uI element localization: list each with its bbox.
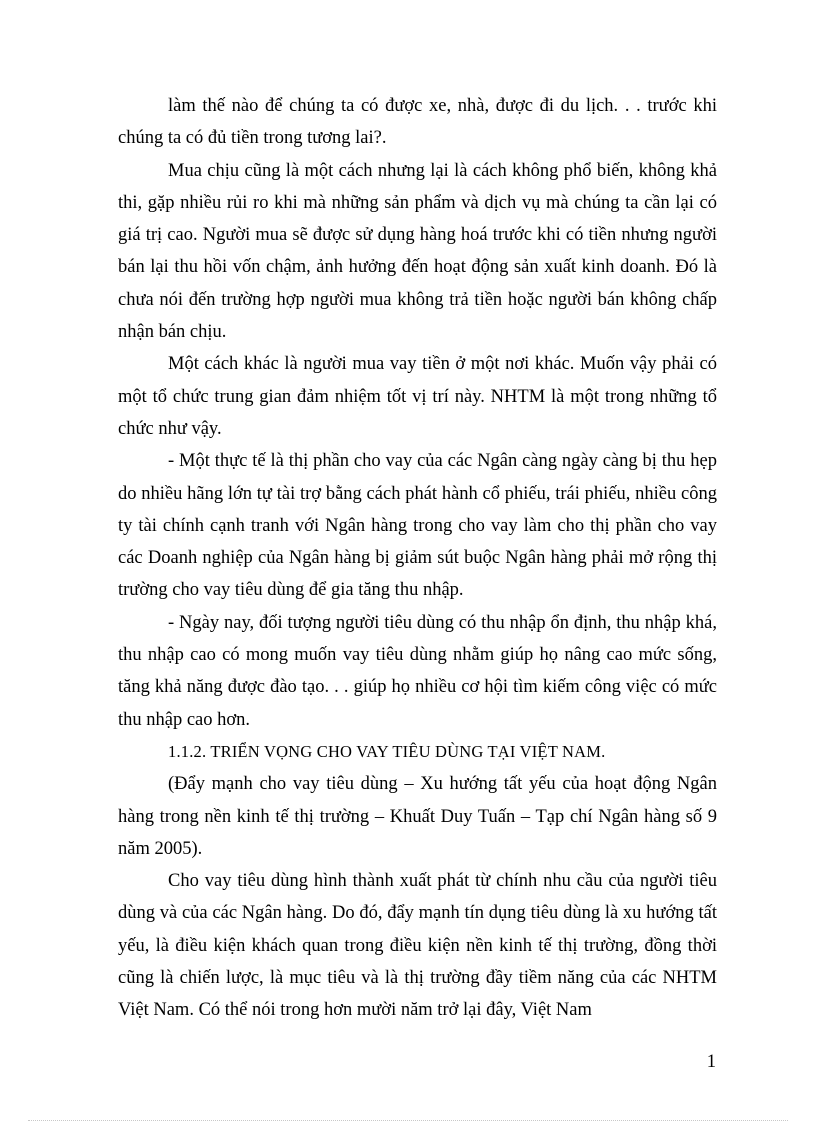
paragraph-citation: (Đẩy mạnh cho vay tiêu dùng – Xu hướng tất yếu của hoạt động Ngân hàng trong nền kinh tế thị trường – Khuất Duy Tuấn – Tạp chí Ngân hàng số 9 năm 2005).: [118, 774, 717, 859]
page-bottom-divider: [28, 1120, 788, 1121]
section-heading: 1.1.2. TRIỂN VỌNG CHO VAY TIÊU DÙNG TẠI VIỆT NAM.: [168, 741, 606, 761]
page-number: 1: [706, 1052, 716, 1072]
paragraph-market-share: - Một thực tế là thị phần cho vay của các Ngân càng ngày càng bị thu hẹp do nhiều hãng lớn tự tài trợ bằng cách phát hành cổ phiếu, trái phiếu, nhiều công ty tài chính cạnh tranh với Ngân hàng trong cho vay làm cho thị phần cho vay các Doanh nghiệp của Ngân hàng bị giảm sút buộc Ngân hàng phải mở rộng thị trường cho vay tiêu dùng để gia tăng thu nhập.: [118, 451, 717, 601]
paragraph-continuation: làm thế nào để chúng ta có được xe, nhà, được đi du lịch. . . trước khi chúng ta có đủ tiền trong tương lai?.: [118, 96, 717, 149]
paragraph-buy-on-credit: Mua chịu cũng là một cách nhưng lại là cách không phổ biến, không khả thi, gặp nhiều rủi ro khi mà những sản phẩm và dịch vụ mà chúng ta cần lại có giá trị cao. Người mua sẽ được sử dụng hàng hoá trước khi có tiền nhưng người bán lại thu hồi vốn chậm, ảnh hưởng đến hoạt động sản xuất kinh doanh. Đó là chưa nói đến trường hợp người mua không trả tiền hoặc người bán không chấp nhận bán chịu.: [118, 160, 717, 343]
paragraph-borrow-money: Một cách khác là người mua vay tiền ở một nơi khác. Muốn vậy phải có một tổ chức trung gian đảm nhiệm tốt vị trí này. NHTM là một trong những tổ chức như vậy.: [118, 354, 717, 439]
paragraph-consumers: - Ngày nay, đối tượng người tiêu dùng có thu nhập ổn định, thu nhập khá, thu nhập cao có mong muốn vay tiêu dùng nhằm giúp họ nâng cao mức sống, tăng khả năng được đào tạo. . . giúp họ nhiều cơ hội tìm kiếm công việc có mức thu nhập cao hơn.: [118, 612, 717, 730]
document-body: [118, 90, 717, 1027]
paragraph-consumer-lending: Cho vay tiêu dùng hình thành xuất phát từ chính nhu cầu của người tiêu dùng và của các Ngân hàng. Do đó, đẩy mạnh tín dụng tiêu dùng là xu hướng tất yếu, là điều kiện khách quan trong điều kiện nền kinh tế thị trường, đồng thời cũng là chiến lược, là mục tiêu và là thị trường đầy tiềm năng của các NHTM Việt Nam. Có thể nói trong hơn mười năm trở lại đây, Việt Nam: [118, 871, 717, 1021]
